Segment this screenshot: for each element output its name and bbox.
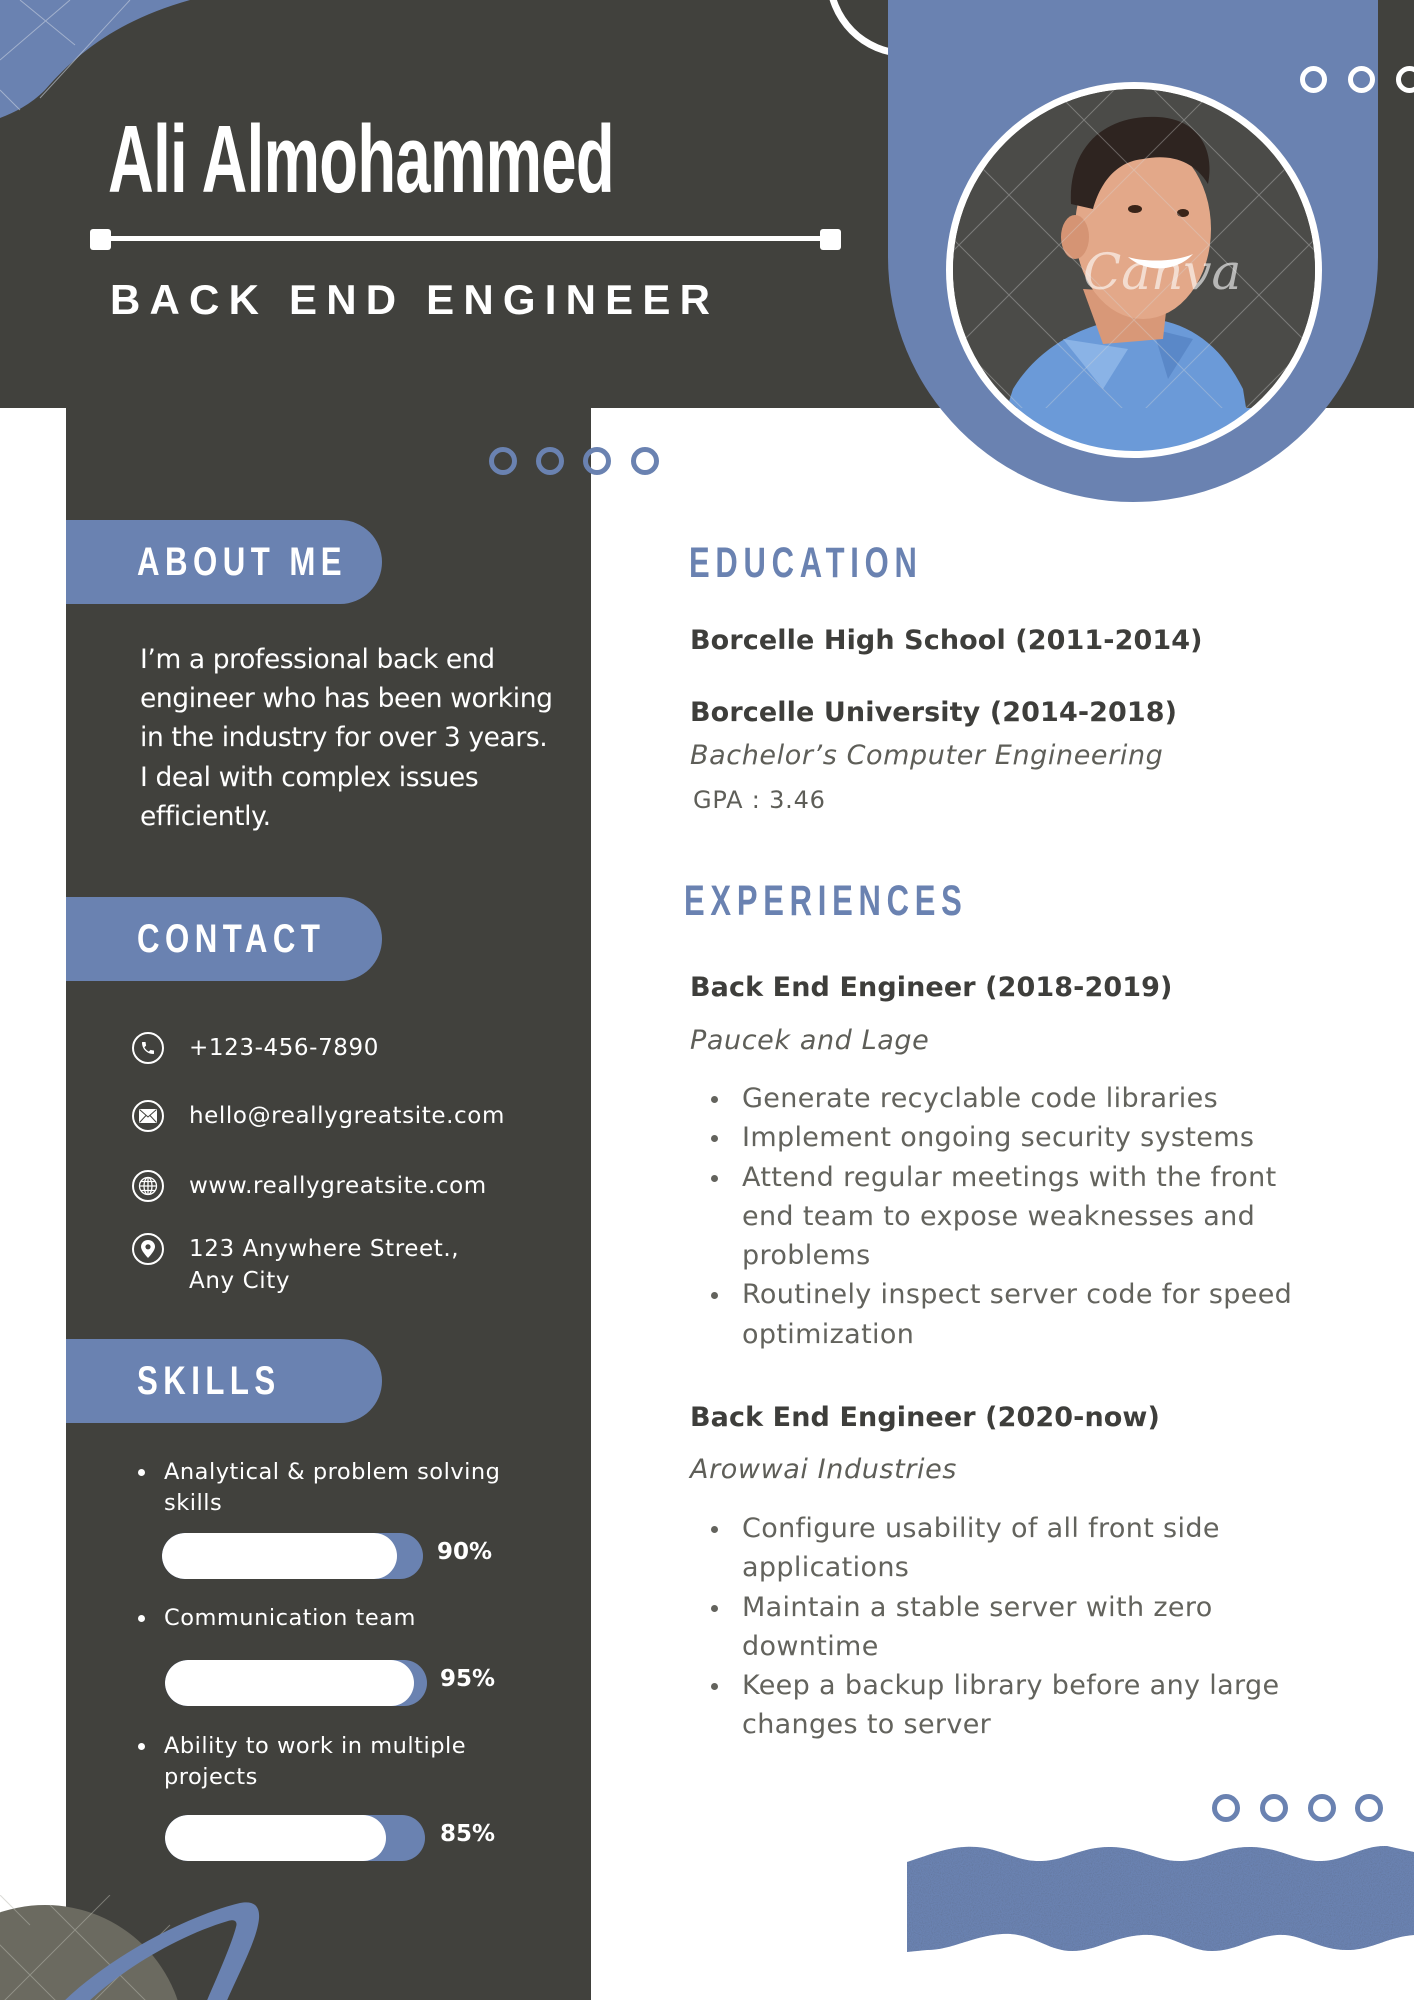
skill-name: Ability to work in multiple: [164, 1733, 467, 1759]
skill-name: Communication team: [164, 1605, 416, 1631]
skill-progress-fill: [165, 1815, 386, 1861]
candidate-name: Ali Almohammed: [108, 106, 614, 213]
job-duty: Configure usability of all front side applications: [709, 1509, 1329, 1588]
title-divider: [100, 236, 830, 241]
corner-blob-decoration: [0, 0, 200, 120]
dot-ring-icon: [631, 447, 659, 475]
job-company: Arowwai Industries: [690, 1454, 957, 1485]
skill-progress-fill: [162, 1533, 397, 1579]
dot-ring-icon: [489, 447, 517, 475]
education-heading: EDUCATION: [689, 539, 923, 587]
skill-progress-bar: [165, 1660, 427, 1706]
bullet-icon: [138, 1469, 145, 1476]
job-title: Back End Engineer (2020-now): [690, 1402, 1160, 1433]
skill-progress-fill: [165, 1660, 414, 1706]
dot-ring-icon: [1308, 1794, 1336, 1822]
address: [189, 1233, 459, 1297]
about-heading-pill: [66, 520, 382, 604]
skill-name: Analytical & problem solving: [164, 1459, 501, 1485]
education-gpa: GPA : 3.46: [693, 786, 826, 814]
dot-ring-icon: [1260, 1794, 1288, 1822]
job-duty: Generate recyclable code libraries: [709, 1079, 1329, 1118]
job-title: Back End Engineer (2018-2019): [690, 972, 1173, 1003]
dot-ring-icon: [1348, 66, 1375, 93]
dot-ring-icon: [1212, 1794, 1240, 1822]
dot-ring-icon: [536, 447, 564, 475]
skill-percent: 95%: [440, 1666, 496, 1692]
job-duties-list: [709, 1079, 1329, 1354]
job-duties-list: [709, 1509, 1329, 1745]
bullet-icon: [138, 1615, 145, 1622]
location-pin-icon: [132, 1233, 164, 1265]
skill-percent: 85%: [440, 1821, 496, 1847]
skill-item: [138, 1457, 500, 1519]
mail-icon: [132, 1100, 164, 1132]
skills-heading: SKILLS: [137, 1359, 281, 1403]
job-duty: Keep a backup library before any large changes to server: [709, 1666, 1329, 1745]
education-degree: Bachelor’s Computer Engineering: [690, 740, 1164, 771]
skill-item: [138, 1731, 466, 1793]
website-url: www.reallygreatsite.com: [189, 1173, 487, 1199]
skills-heading-pill: [66, 1339, 382, 1423]
address-line-2: Any City: [189, 1268, 291, 1294]
person-illustration: [953, 89, 1315, 451]
planet-decoration: [0, 1895, 280, 2000]
dot-ring-icon: [583, 447, 611, 475]
divider-end-cap: [820, 229, 841, 250]
skill-name-cont: skills: [164, 1490, 223, 1516]
watermark-text: Canva: [1083, 243, 1242, 301]
bullet-icon: [138, 1743, 145, 1750]
job-duty: Routinely inspect server code for speed optimization: [709, 1275, 1329, 1354]
dot-ring-icon: [1355, 1794, 1383, 1822]
job-title: BACK END ENGINEER: [110, 276, 720, 323]
skill-progress-bar: [162, 1533, 423, 1579]
profile-photo: [953, 89, 1315, 451]
contact-website[interactable]: [132, 1170, 487, 1210]
email-address: hello@reallygreatsite.com: [189, 1103, 505, 1129]
job-company: Paucek and Lage: [690, 1025, 930, 1056]
phone-icon: [132, 1032, 164, 1064]
capsule-overlap: [888, 408, 1378, 502]
divider-end-cap: [90, 229, 111, 250]
contact-address: [132, 1233, 459, 1303]
address-line-1: 123 Anywhere Street.,: [189, 1236, 460, 1262]
contact-phone[interactable]: [132, 1032, 379, 1072]
contact-heading-pill: [66, 897, 382, 981]
job-duty: Implement ongoing security systems: [709, 1118, 1329, 1157]
job-duty: Attend regular meetings with the front end team to expose weaknesses and problems: [709, 1158, 1329, 1276]
globe-icon: [132, 1170, 164, 1202]
about-text: I’m a professional back end engineer who has been working in the industry for over 3 years. I deal with complex issues efficiently.: [140, 644, 553, 832]
skill-percent: 90%: [437, 1539, 493, 1565]
skill-name-cont: projects: [164, 1764, 258, 1790]
skill-progress-bar: [165, 1815, 425, 1861]
about-heading: ABOUT ME: [137, 540, 348, 584]
left-margin: [0, 408, 66, 2000]
dot-ring-icon: [1300, 66, 1327, 93]
job-duty: Maintain a stable server with zero downtime: [709, 1588, 1329, 1667]
contact-email[interactable]: [132, 1100, 505, 1140]
skill-item: [138, 1603, 416, 1634]
education-entry-title: Borcelle University (2014-2018): [690, 697, 1178, 728]
contact-heading: CONTACT: [137, 917, 326, 961]
phone-number: +123-456-7890: [189, 1035, 380, 1061]
education-entry-title: Borcelle High School (2011-2014): [690, 625, 1203, 656]
wave-decoration: [907, 1840, 1414, 1960]
experiences-heading: EXPERIENCES: [684, 877, 968, 925]
